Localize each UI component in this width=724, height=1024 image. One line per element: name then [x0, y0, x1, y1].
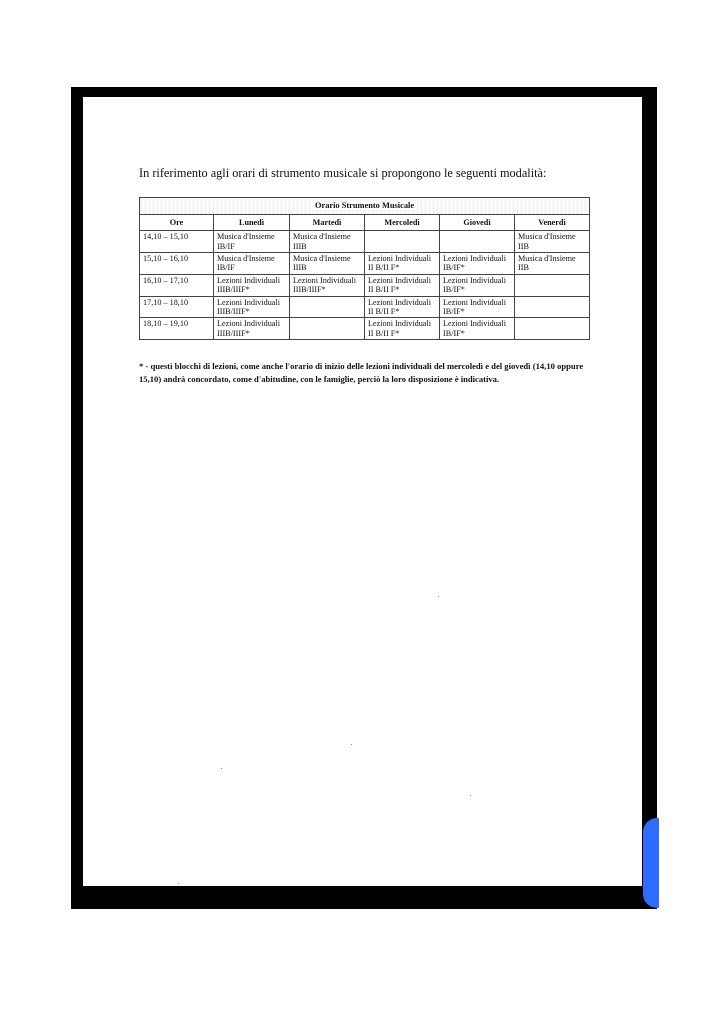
table-cell: Lezioni Individuali II B/II F*	[365, 274, 440, 296]
table-row	[140, 318, 590, 340]
table-cell: Lezioni Individuali IIIB/IIIF*	[290, 274, 365, 296]
table-cell: Musica d'Insieme IIB	[515, 252, 590, 274]
footnote: * - questi blocchi di lezioni, come anche l'orario di inizio delle lezioni individuali del mercoledì e del giovedì (14,10 oppure 15,10) andrà concordato, come d'abitudine, con le famiglie, perciò la loro disposizione è indicativa.	[139, 361, 584, 384]
table-cell: Lezioni Individuali II B/II F*	[365, 252, 440, 274]
table-cell	[515, 296, 590, 318]
intro-paragraph: In riferimento agli orari di strumento musicale si propongono le seguenti modalità:	[139, 166, 547, 180]
table-cell: Musica d'Insieme IB/IF	[214, 231, 290, 253]
table-cell	[515, 318, 590, 340]
table-row	[140, 274, 590, 296]
table-cell: Musica d'Insieme IIIB	[290, 252, 365, 274]
table-cell: Lezioni Individuali II B/II F*	[365, 318, 440, 340]
table-cell	[290, 296, 365, 318]
header-mercoledi: Mercoledì	[365, 214, 440, 230]
table-cell	[365, 231, 440, 253]
header-giovedi: Giovedì	[440, 214, 515, 230]
scan-speck	[438, 596, 439, 597]
header-venerdi: Venerdì	[515, 214, 590, 230]
table-cell: Musica d'Insieme IIIB	[290, 231, 365, 253]
table-cell: Musica d'Insieme IIB	[515, 231, 590, 253]
table-cell: Lezioni Individuali IB/IF*	[440, 252, 515, 274]
table-cell: Lezioni Individuali IIIB/IIIF*	[214, 296, 290, 318]
time-slot: 15,10 – 16,10	[140, 252, 214, 274]
table-cell: Lezioni Individuali IB/IF*	[440, 318, 515, 340]
header-lunedi: Lunedì	[214, 214, 290, 230]
time-slot: 16,10 – 17,10	[140, 274, 214, 296]
scanner-edge-marker	[643, 818, 659, 908]
scan-speck	[470, 795, 471, 796]
table-cell	[290, 318, 365, 340]
table-cell: Lezioni Individuali IB/IF*	[440, 296, 515, 318]
scan-speck	[351, 744, 352, 745]
time-slot: 14,10 – 15,10	[140, 231, 214, 253]
schedule-table-wrapper	[139, 197, 589, 340]
table-row	[140, 231, 590, 253]
table-row	[140, 296, 590, 318]
scan-speck	[221, 768, 222, 769]
header-ore: Ore	[140, 214, 214, 230]
time-slot: 17,10 – 18,10	[140, 296, 214, 318]
table-row	[140, 252, 590, 274]
time-slot: 18,10 – 19,10	[140, 318, 214, 340]
table-cell: Lezioni Individuali IB/IF*	[440, 274, 515, 296]
header-martedi: Martedì	[290, 214, 365, 230]
table-cell: Lezioni Individuali IIIB/IIIF*	[214, 274, 290, 296]
table-cell	[515, 274, 590, 296]
table-cell: Lezioni Individuali IIIB/IIIF*	[214, 318, 290, 340]
table-cell: Musica d'Insieme IB/IF	[214, 252, 290, 274]
table-cell	[440, 231, 515, 253]
schedule-table	[139, 197, 590, 340]
scan-speck	[178, 883, 179, 884]
table-cell: Lezioni Individuali II B/II F*	[365, 296, 440, 318]
table-title: Orario Strumento Musicale	[140, 198, 590, 215]
